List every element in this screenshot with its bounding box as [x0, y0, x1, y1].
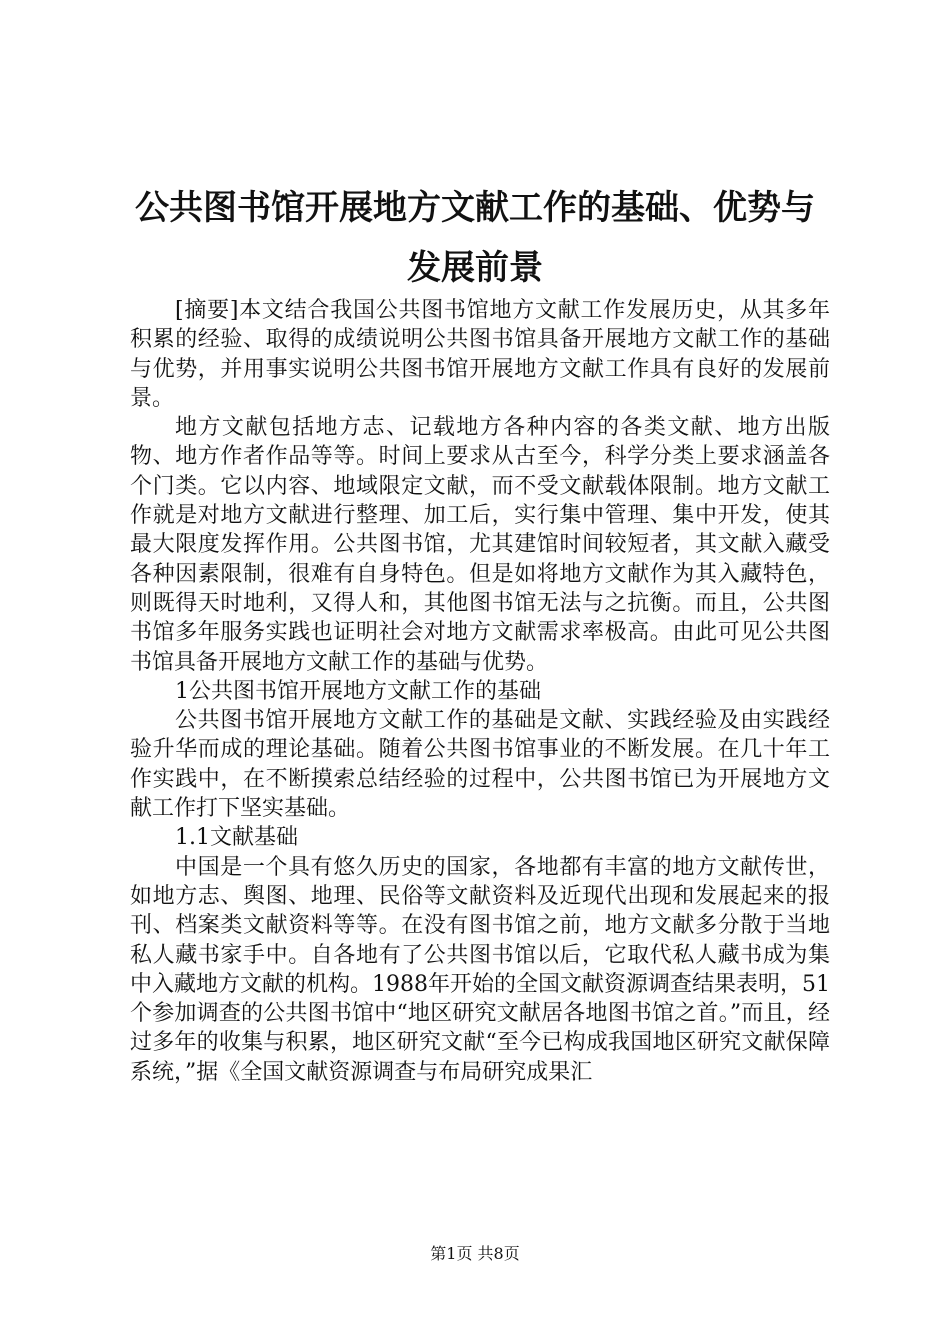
section-1-paragraph: 公共图书馆开展地方文献工作的基础是文献、实践经验及由实践经验升华而成的理论基础。随着公共图书馆事业的不断发展。在几十年工作实践中，在不断摸索总结经验的过程中，公共图书馆已为开展地方文献工作打下坚实基础。 [130, 708, 830, 822]
section-heading-1-1: 1.1文献基础 [175, 825, 298, 851]
intro-paragraph: 地方文献包括地方志、记载地方各种内容的各类文献、地方出版物、地方作者作品等等。时间上要求从古至今，科学分类上要求涵盖各个门类。它以内容、地域限定文献，而不受文献载体限制。地方文献工作就是对地方文献进行整理、加工后，实行集中管理、集中开发，使其最大限度发挥作用。公共图书馆，尤其建馆时间较短者，其文献入藏受各种因素限制，很难有自身特色。但是如将地方文献作为其入藏特色，则既得天时地利，又得人和，其他图书馆无法与之抗衡。而且，公共图书馆多年服务实践也证明社会对地方文献需求率极高。由此可见公共图书馆具备开展地方文献工作的基础与优势。 [130, 415, 830, 675]
document-body [130, 296, 830, 1087]
title-line-1: 公共图书馆开展地方文献工作的基础、优势与 [135, 188, 815, 228]
document-title [110, 178, 840, 298]
title-line-2: 发展前景 [407, 248, 543, 288]
section-1-1-paragraph: 中国是一个具有悠久历史的国家，各地都有丰富的地方文献传世，如地方志、舆图、地理、民俗等文献资料及近现代出现和发展起来的报刊、档案类文献资料等等。在没有图书馆之前，地方文献多分散于当地私人藏书家手中。自各地有了公共图书馆以后，它取代私人藏书成为集中入藏地方文献的机构。1988年开始的全国文献资源调查结果表明，51个参加调查的公共图书馆中“地区研究文献居各地图书馆之首。”而且，经过多年的收集与积累，地区研究文献“至今已构成我国地区研究文献保障系统，”据《全国文献资源调查与布局研究成果汇 [130, 854, 830, 1085]
section-heading-1: 1公共图书馆开展地方文献工作的基础 [175, 678, 541, 704]
page-footer: 第1页 共8页 [430, 1244, 520, 1263]
abstract-paragraph: [摘要]本文结合我国公共图书馆地方文献工作发展历史，从其多年积累的经验、取得的成绩说明公共图书馆具备开展地方文献工作的基础与优势，并用事实说明公共图书馆开展地方文献工作具有良好的发展前景。 [130, 298, 830, 411]
